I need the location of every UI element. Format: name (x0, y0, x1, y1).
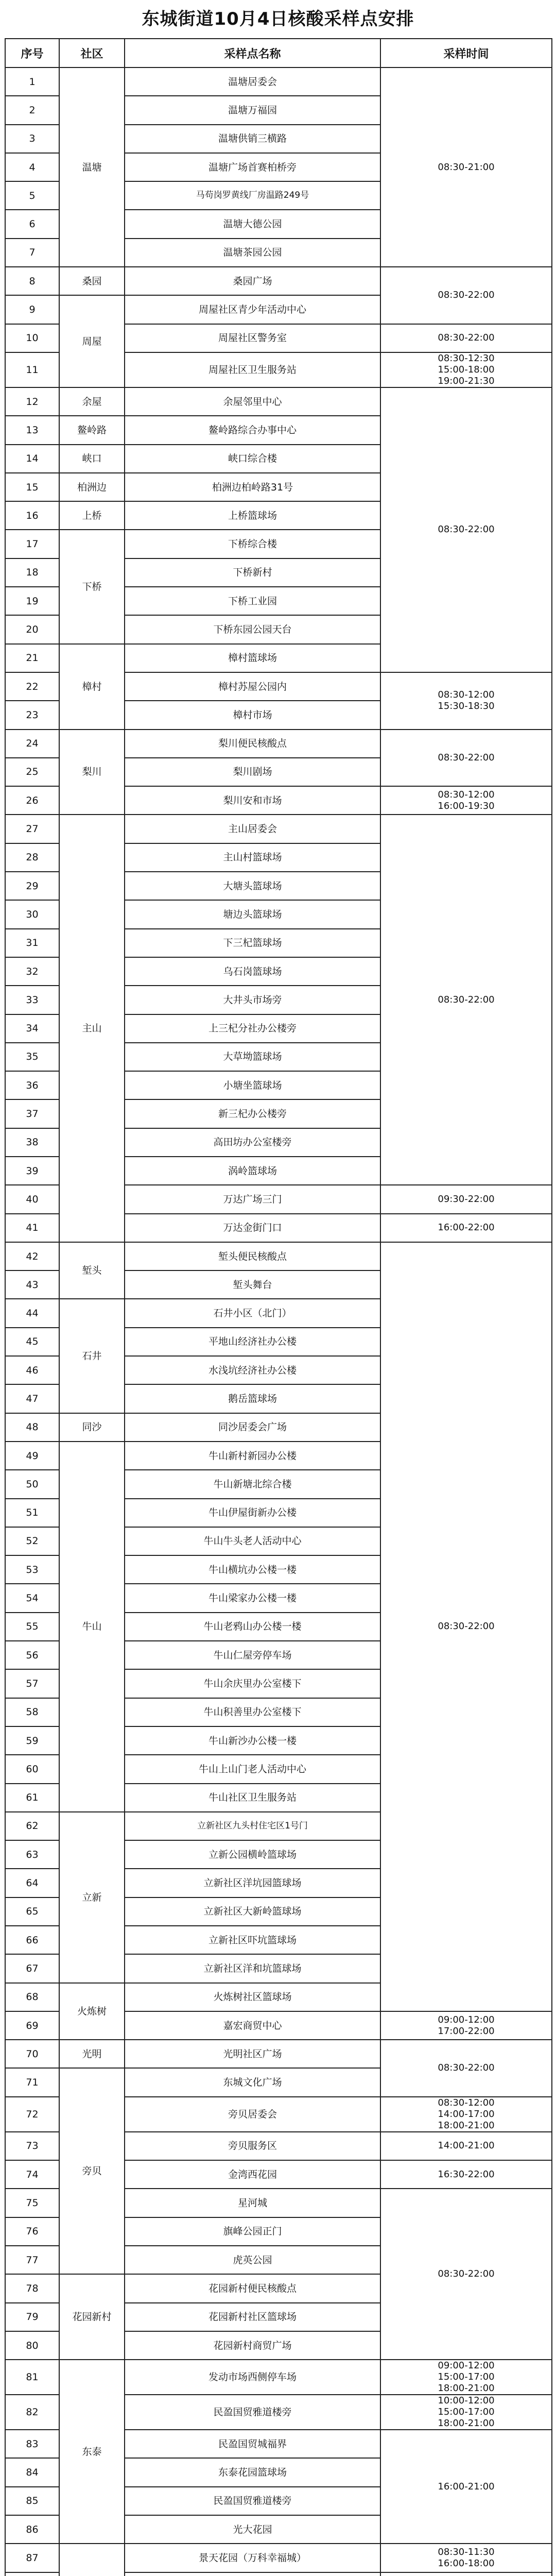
row-number: 46 (5, 1356, 59, 1384)
site-name-cell: 温塘居委会 (125, 67, 380, 96)
row-number: 68 (5, 1983, 59, 2011)
row-number: 78 (5, 2274, 59, 2302)
page-title: 东城街道10月4日核酸采样点安排 (142, 9, 414, 29)
site-name-cell: 周屋社区青少年活动中心 (125, 295, 380, 324)
row-number: 75 (5, 2189, 59, 2217)
site-name-cell: 牛山社区卫生服务站 (125, 1784, 380, 1812)
row-number: 81 (5, 2360, 59, 2395)
table-row (5, 267, 552, 295)
header-site: 采样点名称 (125, 39, 380, 67)
site-name-cell: 光大花园 (125, 2515, 380, 2544)
site-name-cell: 主山村篮球场 (125, 843, 380, 872)
site-name-cell: 万达金街门口 (125, 1214, 380, 1242)
site-name-cell: 光明社区广场 (125, 2040, 380, 2068)
row-number: 85 (5, 2487, 59, 2515)
site-name-cell: 下三杞篮球场 (125, 929, 380, 957)
row-number: 59 (5, 1726, 59, 1755)
row-number: 40 (5, 1185, 59, 1213)
row-number: 83 (5, 2430, 59, 2458)
site-name-cell: 景天花园（万科幸福城） (125, 2544, 380, 2572)
site-name-cell: 大井头市场旁 (125, 986, 380, 1014)
header-time: 采样时间 (380, 39, 552, 67)
row-number: 32 (5, 957, 59, 986)
sampling-time-cell (380, 2572, 552, 2576)
sampling-time-cell: 08:30-22:00 (380, 324, 552, 352)
site-name-cell: 民盈国贸城福界 (125, 2430, 380, 2458)
row-number: 22 (5, 672, 59, 701)
row-number: 38 (5, 1128, 59, 1157)
table-body (5, 67, 552, 2576)
site-name-cell: 发动市场西侧停车场 (125, 2360, 380, 2395)
table-row (5, 815, 552, 843)
row-number: 7 (5, 239, 59, 267)
sampling-time-cell: 08:30-22:00 (380, 2189, 552, 2360)
table-row (5, 1242, 552, 1270)
row-number: 48 (5, 1413, 59, 1442)
site-name-cell: 温塘大德公园 (125, 210, 380, 238)
sampling-time-cell: 08:30-11:30 16:00-18:00 (380, 2544, 552, 2572)
site-name-cell: 堑头便民核酸点 (125, 1242, 380, 1270)
row-number: 36 (5, 1071, 59, 1099)
site-name-cell: 樟村苏屋公园内 (125, 672, 380, 701)
community-cell: 牛山 (59, 1442, 125, 1812)
row-number: 73 (5, 2132, 59, 2160)
site-name-cell: 温塘供销三横路 (125, 125, 380, 153)
row-number: 4 (5, 153, 59, 181)
row-number: 66 (5, 1926, 59, 1954)
site-name-cell: 牛山老鸦山办公楼一楼 (125, 1613, 380, 1641)
row-number: 25 (5, 758, 59, 786)
site-name-cell: 上三杞分社办公楼旁 (125, 1014, 380, 1043)
sampling-time-cell: 10:00-12:00 15:00-17:00 18:00-21:00 (380, 2395, 552, 2430)
row-number: 74 (5, 2160, 59, 2189)
site-name-cell: 柏洲边柏岭路31号 (125, 473, 380, 501)
sampling-time-cell: 08:30-12:00 15:30-18:30 (380, 672, 552, 730)
row-number: 63 (5, 1840, 59, 1869)
row-number: 16 (5, 501, 59, 530)
community-cell: 下桥 (59, 530, 125, 643)
site-name-cell: 新三杞办公楼旁 (125, 1099, 380, 1128)
row-number: 56 (5, 1641, 59, 1669)
row-number: 47 (5, 1384, 59, 1413)
site-name-cell: 周屋社区警务室 (125, 324, 380, 352)
row-number: 21 (5, 644, 59, 672)
site-name-cell: 梨川安和市场 (125, 786, 380, 815)
site-name-cell: 立新公园横岭篮球场 (125, 1840, 380, 1869)
sampling-time-cell: 09:00-12:00 15:00-17:00 18:00-21:00 (380, 2360, 552, 2395)
row-number: 51 (5, 1499, 59, 1527)
row-number: 49 (5, 1442, 59, 1470)
sampling-time-cell: 09:30-22:00 (380, 1185, 552, 1213)
community-cell: 立新 (59, 1812, 125, 1983)
row-number: 1 (5, 67, 59, 96)
site-name-cell: 温塘广场首赛柏桥旁 (125, 153, 380, 181)
row-number: 82 (5, 2395, 59, 2430)
site-name-cell: 立新社区洋坑园篮球场 (125, 1869, 380, 1897)
site-name-cell: 平地山经济社办公楼 (125, 1328, 380, 1356)
sampling-time-cell: 09:00-12:00 17:00-22:00 (380, 2011, 552, 2040)
site-name-cell: 主山居委会 (125, 815, 380, 843)
site-name-cell: 旁贝居委会 (125, 2097, 380, 2132)
site-name-cell: 桑园广场 (125, 267, 380, 295)
row-number: 64 (5, 1869, 59, 1897)
site-name-cell: 万达广场三门 (125, 1185, 380, 1213)
table-row (5, 2360, 552, 2395)
row-number: 60 (5, 1755, 59, 1783)
row-number: 44 (5, 1299, 59, 1327)
community-cell: 柏洲边 (59, 473, 125, 501)
row-number: 37 (5, 1099, 59, 1128)
row-number: 79 (5, 2303, 59, 2331)
row-number: 8 (5, 267, 59, 295)
site-name-cell: 花园新村商贸广场 (125, 2331, 380, 2360)
sampling-time-cell: 16:00-22:00 (380, 1214, 552, 1242)
site-name-cell: 堑头舞台 (125, 1270, 380, 1299)
row-number (5, 2572, 59, 2576)
site-name-cell: 民盈国贸雅道楼旁 (125, 2395, 380, 2430)
row-number: 54 (5, 1584, 59, 1612)
row-number: 24 (5, 730, 59, 758)
site-name-cell: 民盈国贸雅道楼旁 (125, 2487, 380, 2515)
sampling-time-cell: 16:30-22:00 (380, 2160, 552, 2189)
table-row (5, 387, 552, 416)
site-name-cell: 下桥工业园 (125, 587, 380, 615)
site-name-cell: 塘边头篮球场 (125, 900, 380, 928)
site-name-cell: 牛山新塘北综合楼 (125, 1470, 380, 1498)
row-number: 12 (5, 387, 59, 416)
community-cell: 周屋 (59, 295, 125, 387)
site-name-cell: 峡口综合楼 (125, 445, 380, 473)
site-name-cell: 旗峰公园正门 (125, 2217, 380, 2246)
row-number: 65 (5, 1897, 59, 1926)
sampling-time-cell: 08:30-22:00 (380, 1242, 552, 2011)
schedule-sheet (5, 38, 551, 2576)
site-name-cell: 石井小区（北门） (125, 1299, 380, 1327)
sampling-time-cell: 14:00-21:00 (380, 2132, 552, 2160)
row-number: 31 (5, 929, 59, 957)
site-name-cell: 上桥篮球场 (125, 501, 380, 530)
row-number: 10 (5, 324, 59, 352)
site-name-cell: 同沙居委会广场 (125, 1413, 380, 1442)
row-number: 62 (5, 1812, 59, 1840)
site-name-cell: 星河城 (125, 2189, 380, 2217)
row-number: 87 (5, 2544, 59, 2572)
site-name-cell: 涡岭篮球场 (125, 1157, 380, 1185)
site-name-cell: 温塘万福园 (125, 96, 380, 124)
site-name-cell: 梨川剧场 (125, 758, 380, 786)
site-name-cell: 牛山新沙办公楼一楼 (125, 1726, 380, 1755)
community-cell: 同沙 (59, 1413, 125, 1442)
community-cell: 东泰 (59, 2360, 125, 2544)
site-name-cell: 梨川便民核酸点 (125, 730, 380, 758)
row-number: 14 (5, 445, 59, 473)
site-name-cell: 水浅坑经济社办公楼 (125, 1356, 380, 1384)
site-name-cell: 高田坊办公室楼旁 (125, 1128, 380, 1157)
row-number: 6 (5, 210, 59, 238)
sampling-time-cell: 08:30-22:00 (380, 387, 552, 672)
site-name-cell: 牛山梁家办公楼一楼 (125, 1584, 380, 1612)
site-name-cell: 立新社区九头村住宅区1号门 (125, 1812, 380, 1840)
row-number: 11 (5, 352, 59, 387)
table-row (5, 2544, 552, 2572)
site-name-cell: 牛山新村新园办公楼 (125, 1442, 380, 1470)
row-number: 9 (5, 295, 59, 324)
row-number: 2 (5, 96, 59, 124)
community-cell (59, 2544, 125, 2576)
site-name-cell: 乌石岗篮球场 (125, 957, 380, 986)
site-name-cell (125, 2572, 380, 2576)
site-name-cell: 火炼树社区篮球场 (125, 1983, 380, 2011)
sampling-time-cell: 08:30-12:30 15:00-18:00 19:00-21:30 (380, 352, 552, 387)
row-number: 28 (5, 843, 59, 872)
site-name-cell: 马苟岗罗黄线厂房温路249号 (125, 181, 380, 210)
site-name-cell: 牛山牛头老人活动中心 (125, 1527, 380, 1555)
row-number: 52 (5, 1527, 59, 1555)
site-name-cell: 牛山上山门老人活动中心 (125, 1755, 380, 1783)
row-number: 76 (5, 2217, 59, 2246)
header-no: 序号 (5, 39, 59, 67)
site-name-cell: 樟村市场 (125, 701, 380, 729)
table-row (5, 67, 552, 96)
table-row (5, 2040, 552, 2068)
community-cell: 花园新村 (59, 2274, 125, 2360)
row-number: 18 (5, 558, 59, 587)
row-number: 3 (5, 125, 59, 153)
site-name-cell: 嘉宏商贸中心 (125, 2011, 380, 2040)
community-cell: 樟村 (59, 644, 125, 730)
community-cell: 峡口 (59, 445, 125, 473)
row-number: 19 (5, 587, 59, 615)
community-cell: 梨川 (59, 730, 125, 815)
community-cell: 旁贝 (59, 2068, 125, 2274)
row-number: 72 (5, 2097, 59, 2132)
site-name-cell: 小塘坐篮球场 (125, 1071, 380, 1099)
community-cell: 上桥 (59, 501, 125, 530)
row-number: 30 (5, 900, 59, 928)
site-name-cell: 余屋邻里中心 (125, 387, 380, 416)
row-number: 26 (5, 786, 59, 815)
row-number: 55 (5, 1613, 59, 1641)
site-name-cell: 鳌岭路综合办事中心 (125, 416, 380, 444)
community-cell: 石井 (59, 1299, 125, 1413)
sampling-time-cell: 08:30-22:00 (380, 2040, 552, 2097)
site-name-cell: 樟村篮球场 (125, 644, 380, 672)
community-cell: 主山 (59, 815, 125, 1242)
header-community: 社区 (59, 39, 125, 67)
sampling-time-cell: 16:00-21:00 (380, 2430, 552, 2544)
site-name-cell: 鹅岳篮球场 (125, 1384, 380, 1413)
site-name-cell: 立新社区大新岭篮球场 (125, 1897, 380, 1926)
row-number: 43 (5, 1270, 59, 1299)
row-number: 45 (5, 1328, 59, 1356)
row-number: 58 (5, 1698, 59, 1726)
site-name-cell: 花园新村社区篮球场 (125, 2303, 380, 2331)
sampling-time-cell: 08:30-12:00 16:00-19:30 (380, 786, 552, 815)
row-number: 69 (5, 2011, 59, 2040)
table-row (5, 730, 552, 758)
sampling-time-cell: 08:30-21:00 (380, 67, 552, 267)
site-name-cell: 牛山仁屋旁停车场 (125, 1641, 380, 1669)
site-name-cell: 牛山横坑办公楼一楼 (125, 1555, 380, 1584)
row-number: 61 (5, 1784, 59, 1812)
site-name-cell: 下桥新村 (125, 558, 380, 587)
site-name-cell: 东城文化广场 (125, 2068, 380, 2096)
site-name-cell: 虎英公园 (125, 2246, 380, 2274)
site-name-cell: 大塘头篮球场 (125, 872, 380, 900)
site-name-cell: 旁贝服务区 (125, 2132, 380, 2160)
sampling-time-cell: 08:30-12:00 14:00-17:00 18:00-21:00 (380, 2097, 552, 2132)
row-number: 34 (5, 1014, 59, 1043)
community-cell: 余屋 (59, 387, 125, 416)
row-number: 23 (5, 701, 59, 729)
row-number: 53 (5, 1555, 59, 1584)
community-cell: 火炼树 (59, 1983, 125, 2040)
row-number: 67 (5, 1954, 59, 1982)
row-number: 15 (5, 473, 59, 501)
site-name-cell: 牛山余庆里办公室楼下 (125, 1669, 380, 1698)
site-name-cell: 周屋社区卫生服务站 (125, 352, 380, 387)
row-number: 42 (5, 1242, 59, 1270)
sampling-time-cell: 08:30-22:00 (380, 730, 552, 787)
community-cell: 温塘 (59, 67, 125, 267)
row-number: 80 (5, 2331, 59, 2360)
site-name-cell: 下桥东园公园天台 (125, 615, 380, 643)
site-name-cell: 温塘茶园公园 (125, 239, 380, 267)
row-number: 57 (5, 1669, 59, 1698)
header-row (5, 39, 552, 67)
site-name-cell: 下桥综合楼 (125, 530, 380, 558)
row-number: 29 (5, 872, 59, 900)
row-number: 86 (5, 2515, 59, 2544)
row-number: 77 (5, 2246, 59, 2274)
site-name-cell: 大草坳篮球场 (125, 1043, 380, 1071)
row-number: 84 (5, 2458, 59, 2486)
site-name-cell: 花园新村便民核酸点 (125, 2274, 380, 2302)
row-number: 5 (5, 181, 59, 210)
row-number: 50 (5, 1470, 59, 1498)
row-number: 70 (5, 2040, 59, 2068)
community-cell: 鳌岭路 (59, 416, 125, 444)
row-number: 39 (5, 1157, 59, 1185)
row-number: 17 (5, 530, 59, 558)
row-number: 71 (5, 2068, 59, 2096)
row-number: 20 (5, 615, 59, 643)
site-name-cell: 立新社区吓坑篮球场 (125, 1926, 380, 1954)
site-name-cell: 金湾西花园 (125, 2160, 380, 2189)
row-number: 35 (5, 1043, 59, 1071)
row-number: 33 (5, 986, 59, 1014)
row-number: 27 (5, 815, 59, 843)
community-cell: 光明 (59, 2040, 125, 2068)
sampling-time-cell: 08:30-22:00 (380, 267, 552, 324)
site-name-cell: 立新社区洋和坑篮球场 (125, 1954, 380, 1982)
row-number: 13 (5, 416, 59, 444)
site-name-cell: 东泰花园篮球场 (125, 2458, 380, 2486)
sampling-time-cell: 08:30-22:00 (380, 815, 552, 1185)
community-cell: 堑头 (59, 1242, 125, 1299)
schedule-table (5, 38, 552, 2576)
row-number: 41 (5, 1214, 59, 1242)
community-cell: 桑园 (59, 267, 125, 295)
site-name-cell: 牛山伊屋街新办公楼 (125, 1499, 380, 1527)
site-name-cell: 牛山积善里办公室楼下 (125, 1698, 380, 1726)
